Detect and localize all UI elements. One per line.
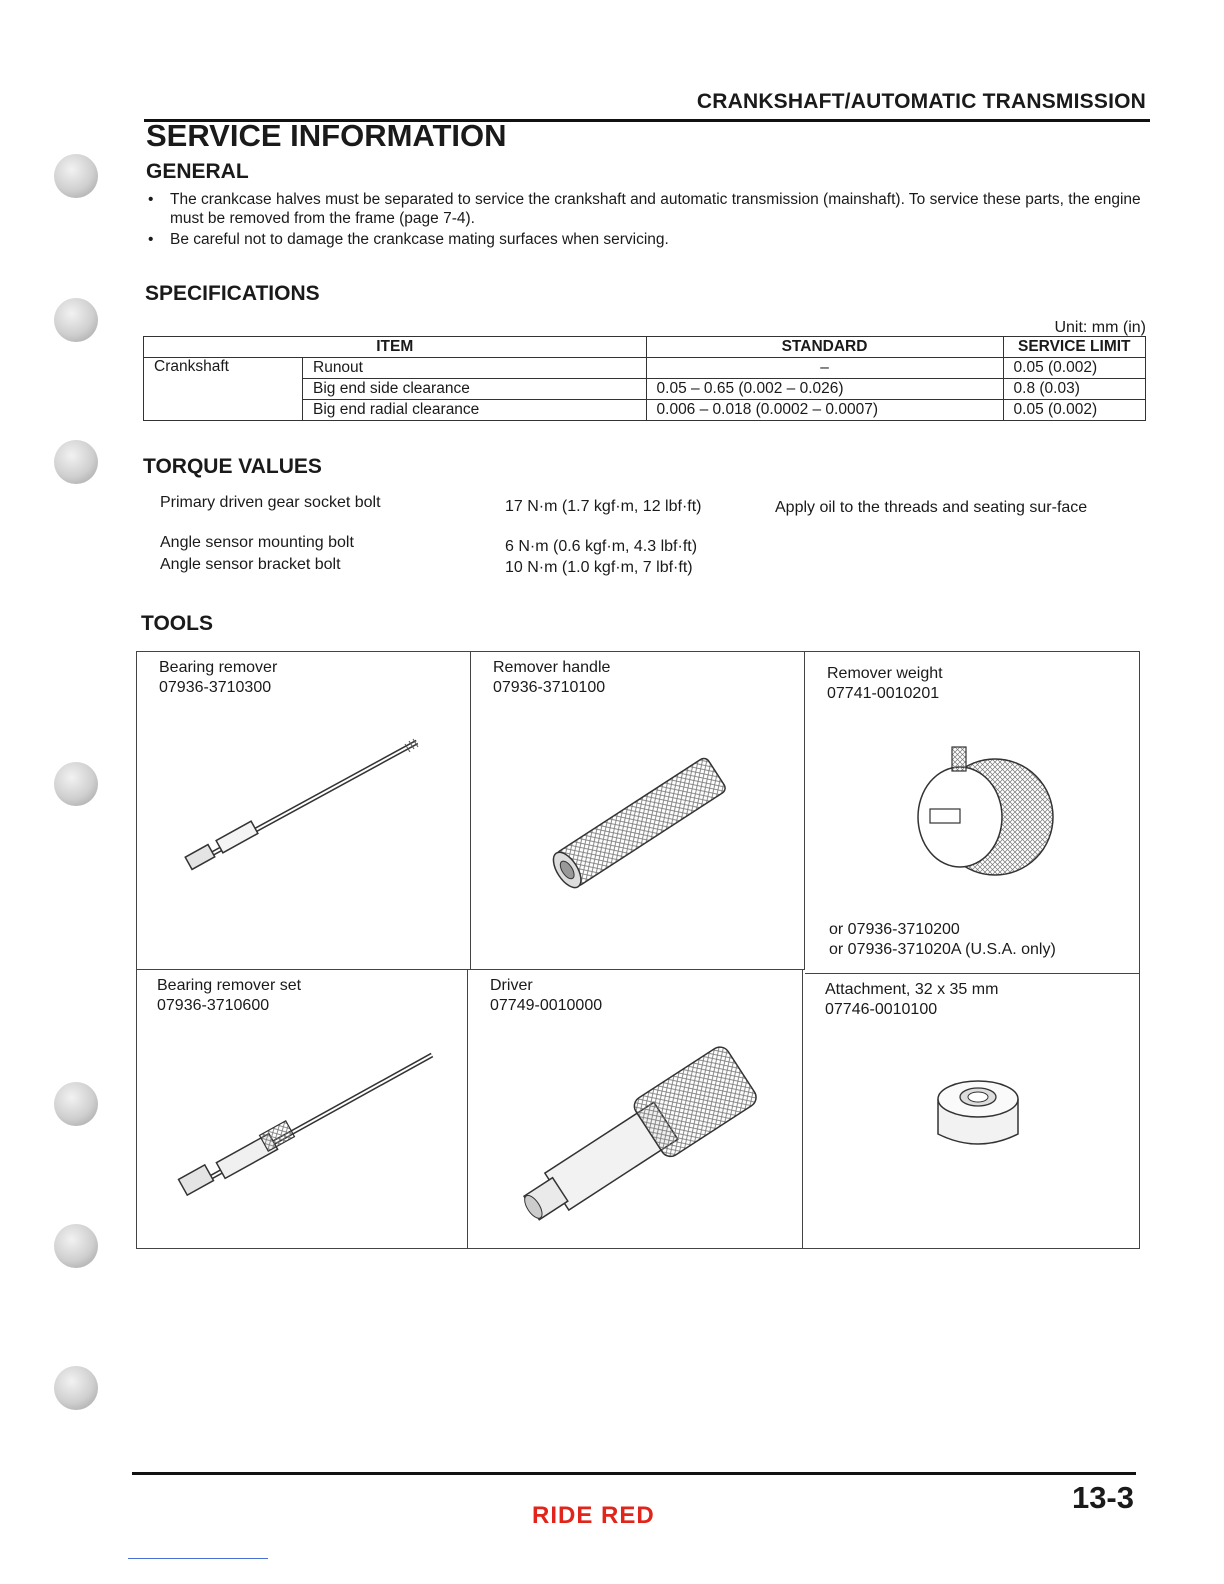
- tool-number: 07741-0010201: [827, 685, 940, 702]
- tool-cell: [137, 652, 471, 970]
- binder-hole: [54, 154, 98, 198]
- page-number: 13-3: [1071, 1480, 1134, 1515]
- tool-number: 07749-0010000: [490, 997, 603, 1014]
- bearing-remover-set-icon: [167, 1035, 447, 1205]
- torque-note: Apply oil to the threads and seating sur-face: [775, 499, 1088, 516]
- tool-name-block: [493, 658, 610, 698]
- tools-grid: [136, 651, 1140, 1249]
- item-cell: Big end side clearance: [303, 379, 647, 400]
- bullet-icon: •: [148, 191, 154, 208]
- header-service-limit: SERVICE LIMIT: [1003, 337, 1145, 358]
- limit-cell: 0.05 (0.002): [1003, 400, 1145, 421]
- general-heading: GENERAL: [146, 160, 249, 183]
- binder-hole: [54, 1082, 98, 1126]
- standard-cell: 0.05 – 0.65 (0.002 – 0.026): [646, 379, 1003, 400]
- general-bullet: [148, 230, 1152, 249]
- tool-name: Bearing remover set: [157, 977, 302, 994]
- item-cell: Big end radial clearance: [303, 400, 647, 421]
- limit-cell: 0.05 (0.002): [1003, 358, 1145, 379]
- tool-number: 07936-3710600: [157, 997, 270, 1014]
- torque-heading: TORQUE VALUES: [143, 455, 322, 478]
- tool-number: 07936-3710100: [493, 679, 606, 696]
- tool-name-block: [157, 976, 301, 1016]
- page-title: SERVICE INFORMATION: [146, 118, 507, 153]
- tool-cell: [137, 970, 468, 1248]
- tool-number: 07936-3710300: [159, 679, 272, 696]
- torque-value: 17 N·m (1.7 kgf·m, 12 lbf·ft): [505, 498, 702, 515]
- binder-hole: [54, 762, 98, 806]
- tool-name: Attachment, 32 x 35 mm: [825, 981, 999, 998]
- table-header-row: [144, 337, 1146, 358]
- standard-cell: –: [646, 358, 1003, 379]
- torque-value: 6 N·m (0.6 kgf·m, 4.3 lbf·ft): [505, 538, 698, 555]
- standard-cell: 0.006 – 0.018 (0.0002 – 0.0007): [646, 400, 1003, 421]
- table-row: [144, 358, 1146, 379]
- attachment-icon: [928, 1059, 1028, 1159]
- bearing-remover-icon: [177, 722, 437, 882]
- general-bullet-list: [148, 190, 1152, 251]
- tool-cell: [471, 652, 805, 970]
- unit-label: Unit: mm (in): [1054, 319, 1146, 336]
- tool-number: 07746-0010100: [825, 1001, 938, 1018]
- tool-name: Remover weight: [827, 665, 943, 682]
- tool-alternate: or 07936-3710200: [829, 921, 960, 938]
- torque-item: Angle sensor bracket bolt: [160, 556, 341, 573]
- driver-icon: [498, 1030, 778, 1230]
- general-bullet-text: Be careful not to damage the crankcase mating surfaces when servicing.: [170, 231, 669, 248]
- tool-cell: [803, 974, 1139, 1248]
- group-cell: Crankshaft: [144, 358, 303, 421]
- binder-hole: [54, 440, 98, 484]
- tool-name-block: [159, 658, 277, 698]
- section-header: CRANKSHAFT/AUTOMATIC TRANSMISSION: [696, 90, 1146, 113]
- torque-item: Angle sensor mounting bolt: [160, 534, 354, 551]
- bullet-icon: •: [148, 231, 154, 248]
- binder-hole: [54, 1224, 98, 1268]
- tool-name: Bearing remover: [159, 659, 278, 676]
- general-bullet-text: The crankcase halves must be separated to service the crankshaft and automatic transmission (mainshaft). To service these parts, the engine must be removed from the frame (page 7-4).: [170, 191, 1141, 227]
- remover-weight-icon: [900, 737, 1060, 887]
- torque-value: 10 N·m (1.0 kgf·m, 7 lbf·ft): [505, 559, 693, 576]
- tool-name: Driver: [490, 977, 533, 994]
- tool-name-block: [827, 664, 943, 704]
- footer-rule: [132, 1472, 1136, 1475]
- limit-cell: 0.8 (0.03): [1003, 379, 1145, 400]
- tool-name-block: [490, 976, 602, 1016]
- binder-hole: [54, 298, 98, 342]
- binder-hole: [54, 1366, 98, 1410]
- remover-handle-icon: [531, 747, 751, 897]
- tool-name: Remover handle: [493, 659, 611, 676]
- specifications-table: [143, 336, 1146, 421]
- tool-name-block: [825, 980, 998, 1020]
- specifications-heading: SPECIFICATIONS: [145, 282, 320, 305]
- general-bullet: [148, 190, 1152, 228]
- torque-item: Primary driven gear socket bolt: [160, 494, 381, 511]
- tool-cell: [805, 652, 1139, 974]
- scan-artifact-line: [128, 1558, 268, 1559]
- tool-alternate: or 07936-371020A (U.S.A. only): [829, 941, 1056, 958]
- item-cell: Runout: [303, 358, 647, 379]
- header-item: ITEM: [144, 337, 647, 358]
- brand-logo: RIDE RED: [532, 1502, 655, 1529]
- tool-cell: [468, 970, 803, 1248]
- header-standard: STANDARD: [646, 337, 1003, 358]
- tools-heading: TOOLS: [141, 612, 213, 635]
